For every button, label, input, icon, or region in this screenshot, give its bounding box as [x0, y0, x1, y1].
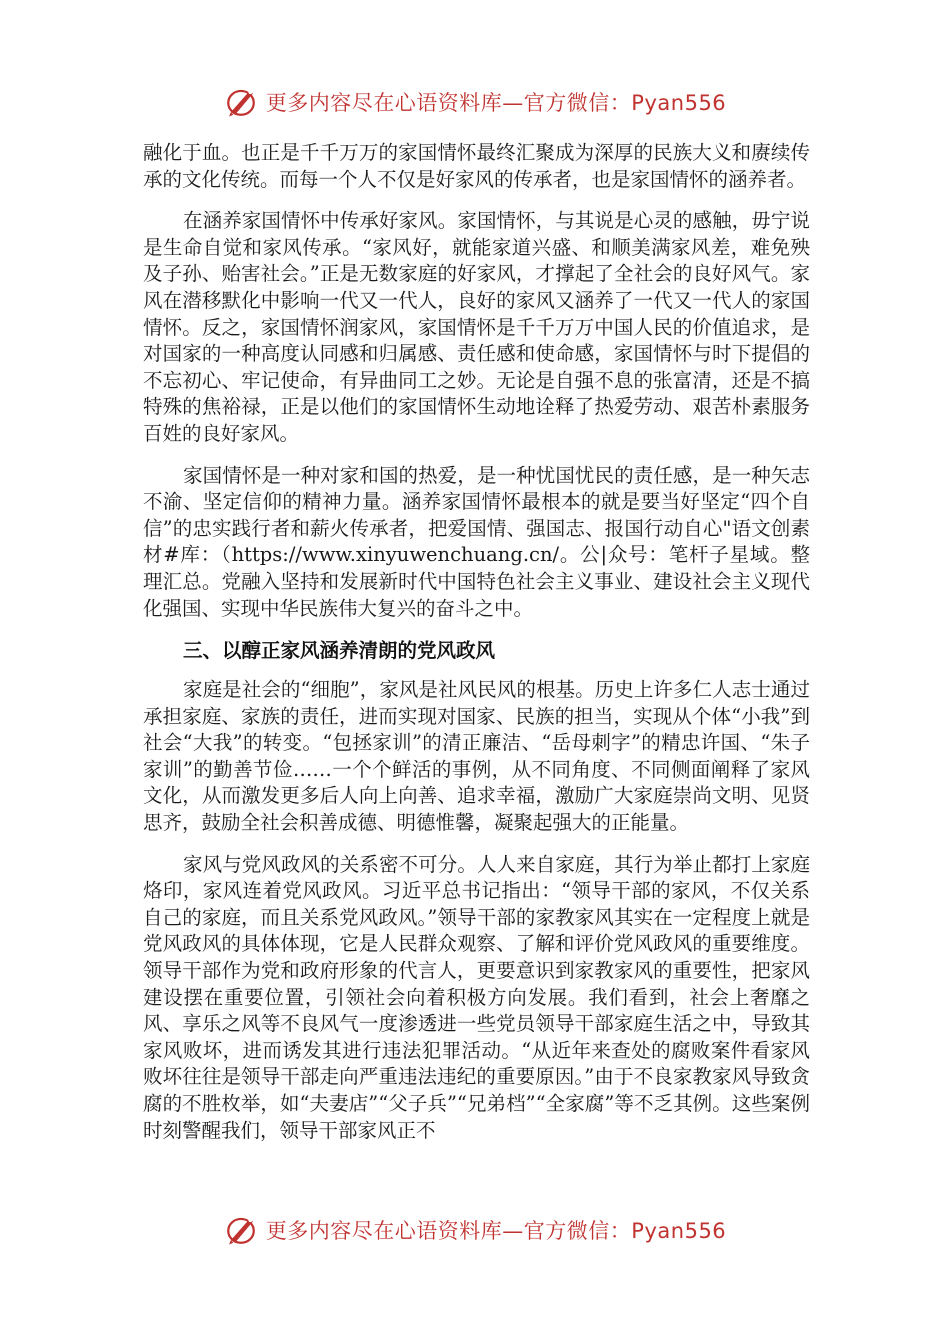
- pen-logo-icon: [224, 1213, 258, 1247]
- footer-banner: [0, 1208, 950, 1252]
- paragraph-family-tradition: 在涵养家国情怀中传承好家风。家国情怀，与其说是心灵的感触，毋宁说是生命自觉和家风传承。“家风好，就能家道兴盛、和顺美满家风差，难免殃及子孙、贻害社会。”正是无数家庭的好家风，才撑起了全社会的良好风气。家风在潜移默化中影响一代又一代人，良好的家风又涵养了一代又一代人的家国情怀。反之，家国情怀润家风，家国情怀是千千万万中国人民的价值追求，是对国家的一种高度认同感和归属感、责任感和使命感，家国情怀与时下提倡的不忘初心、牢记使命，有异曲同工之妙。无论是自强不息的张富清，还是不搞特殊的焦裕禄，正是以他们的家国情怀生动地诠释了热爱劳动、艰苦朴素服务百姓的良好家风。: [143, 209, 810, 445]
- paragraph-patriotism: 家国情怀是一种对家和国的热爱，是一种忧国忧民的责任感，是一种矢志不渝、坚定信仰的精神力量。涵养家国情怀最根本的就是要当好坚定“四个自信”的忠实践行者和薪火传承者，把爱国情、强国志、报国行动自心"语文创素材#库：（https://www.xinyuwenchuang.cn/。公|众号：笔杆子星域。整理汇总。党融入坚持和发展新时代中国特色社会主义事业、建设社会主义现代化强国、实现中华民族伟大复兴的奋斗之中。: [143, 463, 810, 620]
- document-body: [143, 140, 810, 1159]
- header-banner-inner: [224, 85, 726, 119]
- paragraph-party-style: 家风与党风政风的关系密不可分。人人来自家庭，其行为举止都打上家庭烙印，家风连着党风政风。习近平总书记指出：“领导干部的家风，不仅关系自己的家庭，而且关系党风政风。”领导干部的家教家风其实在一定程度上就是党风政风的具体体现，它是人民群众观察、了解和评价党风政风的重要维度。领导干部作为党和政府形象的代言人，更要意识到家教家风的重要性，把家风建设摆在重要位置，引领社会向着积极方向发展。我们看到，社会上奢靡之风、享乐之风等不良风气一度渗透进一些党员领导干部家庭生活之中，导致其家风败坏，进而诱发其进行违法犯罪活动。“从近年来查处的腐败案件看家风败坏往往是领导干部走向严重违法违纪的重要原因。”由于不良家教家风导致贪腐的不胜枚举，如“夫妻店”“父子兵”“兄弟档”“全家腐”等不乏其例。这些案例时刻警醒我们，领导干部家风正不: [143, 852, 810, 1142]
- header-banner: [0, 80, 950, 124]
- pen-logo-icon: [224, 85, 258, 119]
- paragraph-family-cell: 家庭是社会的“细胞”，家风是社风民风的根基。历史上许多仁人志士通过承担家庭、家族的责任，进而实现对国家、民族的担当，实现从个体“小我”到社会“大我”的转变。“包拯家训”的清正廉洁、“岳母刺字”的精忠许国、“朱子家训”的勤善节俭……一个个鲜活的事例，从不同角度、不同侧面阐释了家风文化，从而激发更多后人向上向善、追求幸福，激励广大家庭崇尚文明、见贤思齐，鼓励全社会积善成德、明德惟馨，凝聚起强大的正能量。: [143, 678, 810, 835]
- footer-banner-inner: [224, 1213, 726, 1247]
- paragraph-continuation: 融化于血。也正是千千万万的家国情怀最终汇聚成为深厚的民族大义和赓续传承的文化传统。而每一个人不仅是好家风的传承者，也是家国情怀的涵养者。: [143, 141, 810, 191]
- header-banner-text: 更多内容尽在心语资料库—官方微信：Pyan556: [265, 91, 727, 115]
- section-heading-3: 三、以醇正家风涵养清朗的党风政风: [183, 639, 496, 663]
- footer-banner-text: 更多内容尽在心语资料库—官方微信：Pyan556: [265, 1219, 727, 1243]
